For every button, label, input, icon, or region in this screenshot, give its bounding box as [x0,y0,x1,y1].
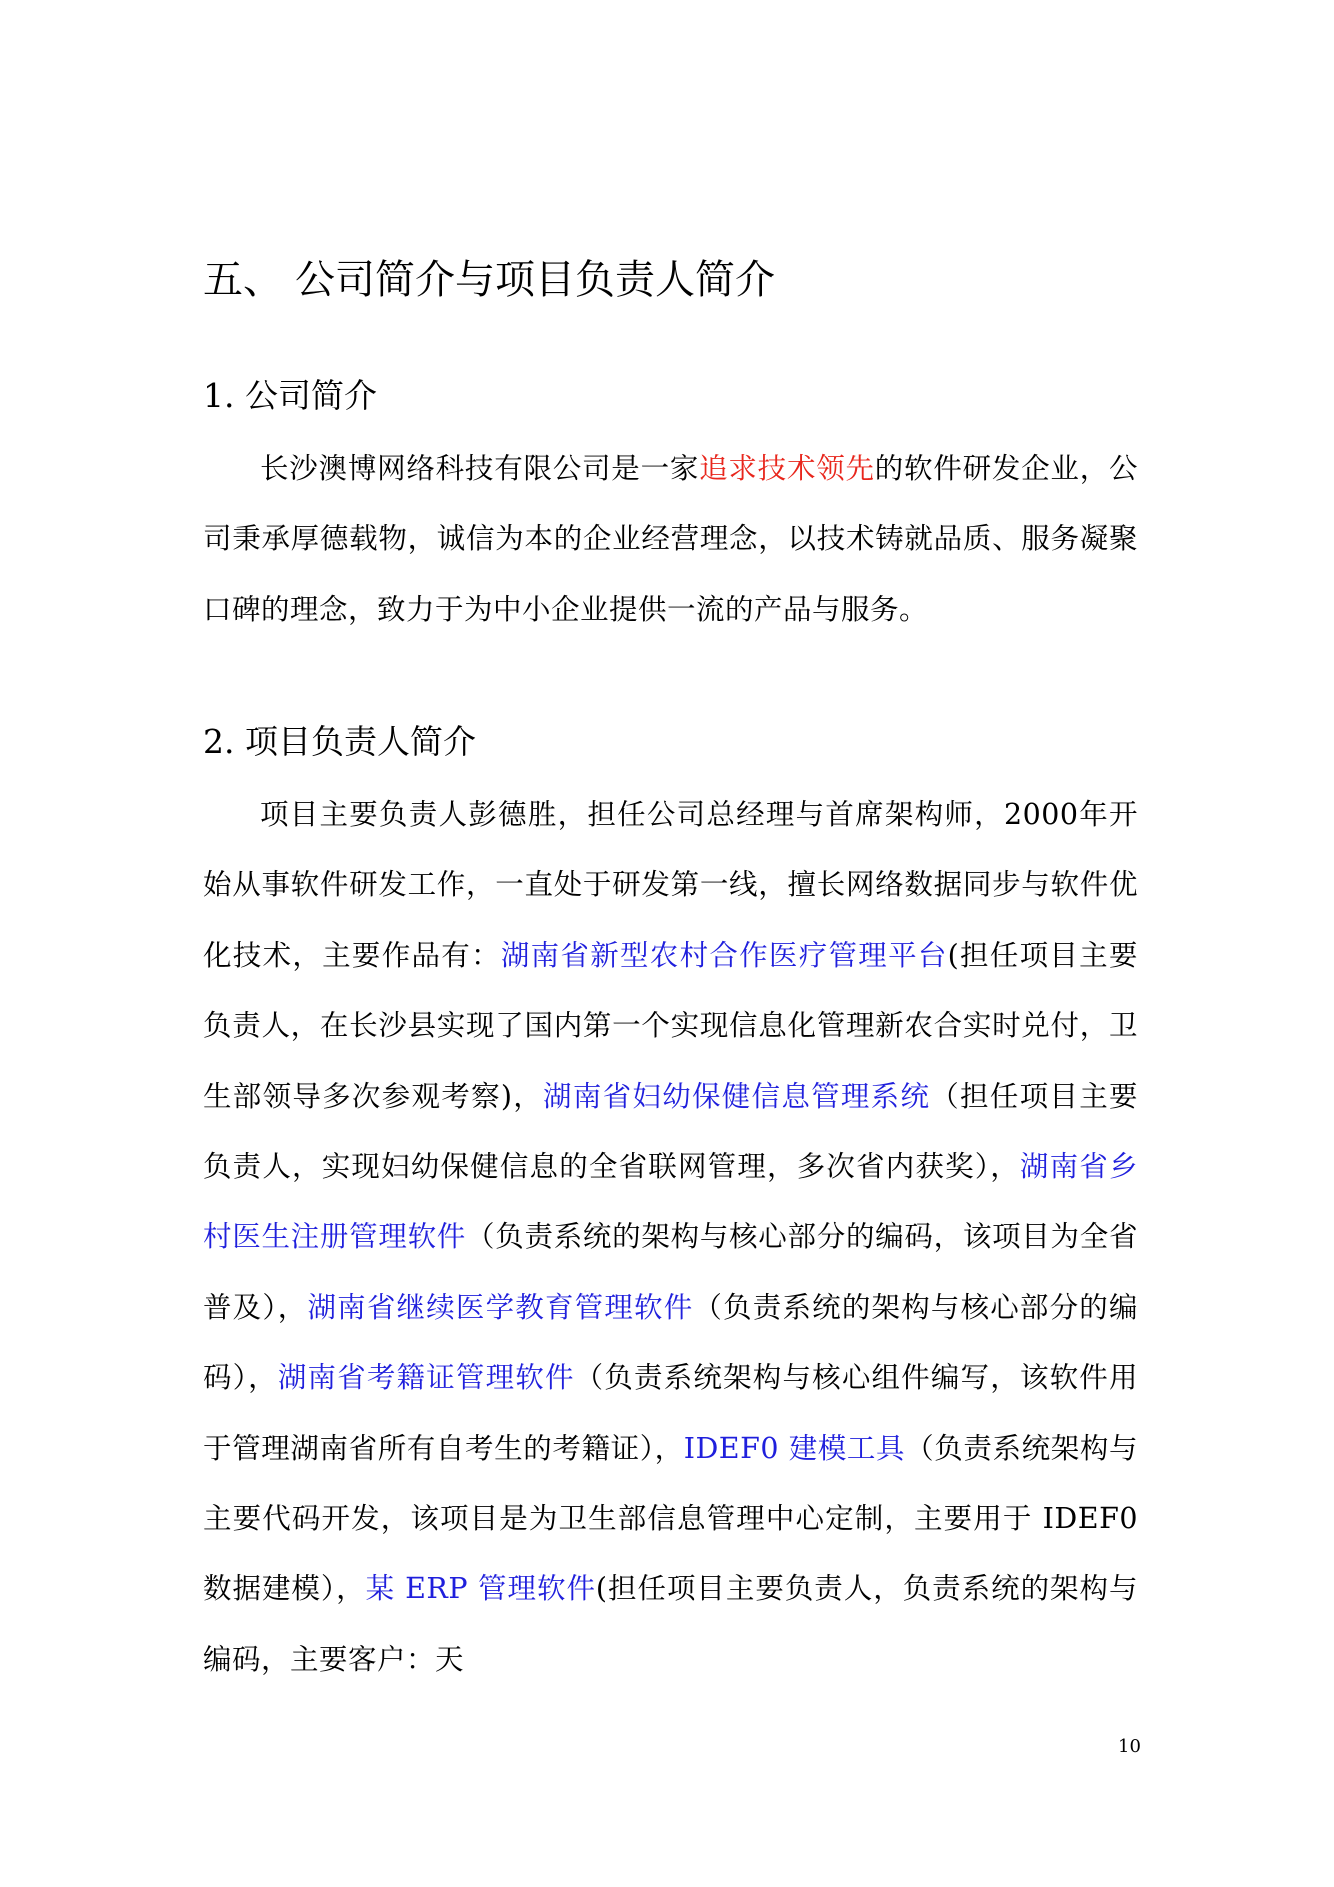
section-title: 公司简介与项目负责人简介 [295,257,775,303]
project-maternal-health: 湖南省妇幼保健信息管理系统 [543,1079,931,1113]
project-desc-text: （负责系统的架构与核心部分的编码）， [203,1290,1138,1395]
subsection-heading-company: 1. 公司简介 [203,376,377,415]
company-intro-text-1: 长沙澳博网络科技有限公司是一家 [260,452,700,485]
project-desc-text: （负责系统架构与核心组件编写，该软件用于管理湖南省所有自考生的考籍证）， [203,1361,1138,1465]
company-intro-text-2: 的软件研发企业，公司秉承厚德载物，诚信为本的企业经营理念，以技术铸就品质、服务凝聚口碑的理念，致力于为中小企业提供一流的产品与服务。 [203,452,1138,626]
project-rural-doctor: 湖南省乡村医生注册管理软件 [203,1150,1138,1254]
project-erp-software: 某 ERP 管理软件 [365,1572,596,1606]
project-desc-text: (担任项目主要负责人，负责系统的架构与编码，主要客户：天 [203,1572,1138,1676]
page-number: 10 [1118,1736,1141,1757]
project-desc-text: （负责系统的架构与核心部分的编码，该项目为全省普及）， [203,1220,1138,1324]
lead-intro-paragraph [203,780,1138,1695]
project-idef0-tool: IDEF0 建模工具 [683,1431,906,1465]
project-desc-text: （负责系统架构与主要代码开发，该项目是为卫生部信息管理中心定制，主要用于 IDEF0 数据建模）， [203,1431,1138,1606]
highlight-tech-leading: 追求技术领先 [699,452,875,485]
subsection-heading-lead: 2. 项目负责人简介 [203,722,476,761]
lead-intro-text: 项目主要负责人彭德胜，担任公司总经理与首席架构师，2000年开始从事软件研发工作，一直处于研发第一线，擅长网络数据同步与软件优化技术，主要作品有： [203,798,1138,972]
section-number: 五、 [203,257,283,303]
project-desc-text: （担任项目主要负责人，实现妇幼保健信息的全省联网管理，多次省内获奖）， [203,1079,1138,1184]
project-desc-text: (担任项目主要负责人，在长沙县实现了国内第一个实现信息化管理新农合实时兑付，卫生部领导多次参观考察)， [203,938,1138,1113]
section-heading [203,248,775,312]
project-continuing-education: 湖南省继续医学教育管理软件 [307,1290,694,1324]
project-exam-certificate: 湖南省考籍证管理软件 [277,1361,575,1395]
company-intro-paragraph [203,434,1138,645]
project-ncms-platform: 湖南省新型农村合作医疗管理平台 [500,938,948,972]
